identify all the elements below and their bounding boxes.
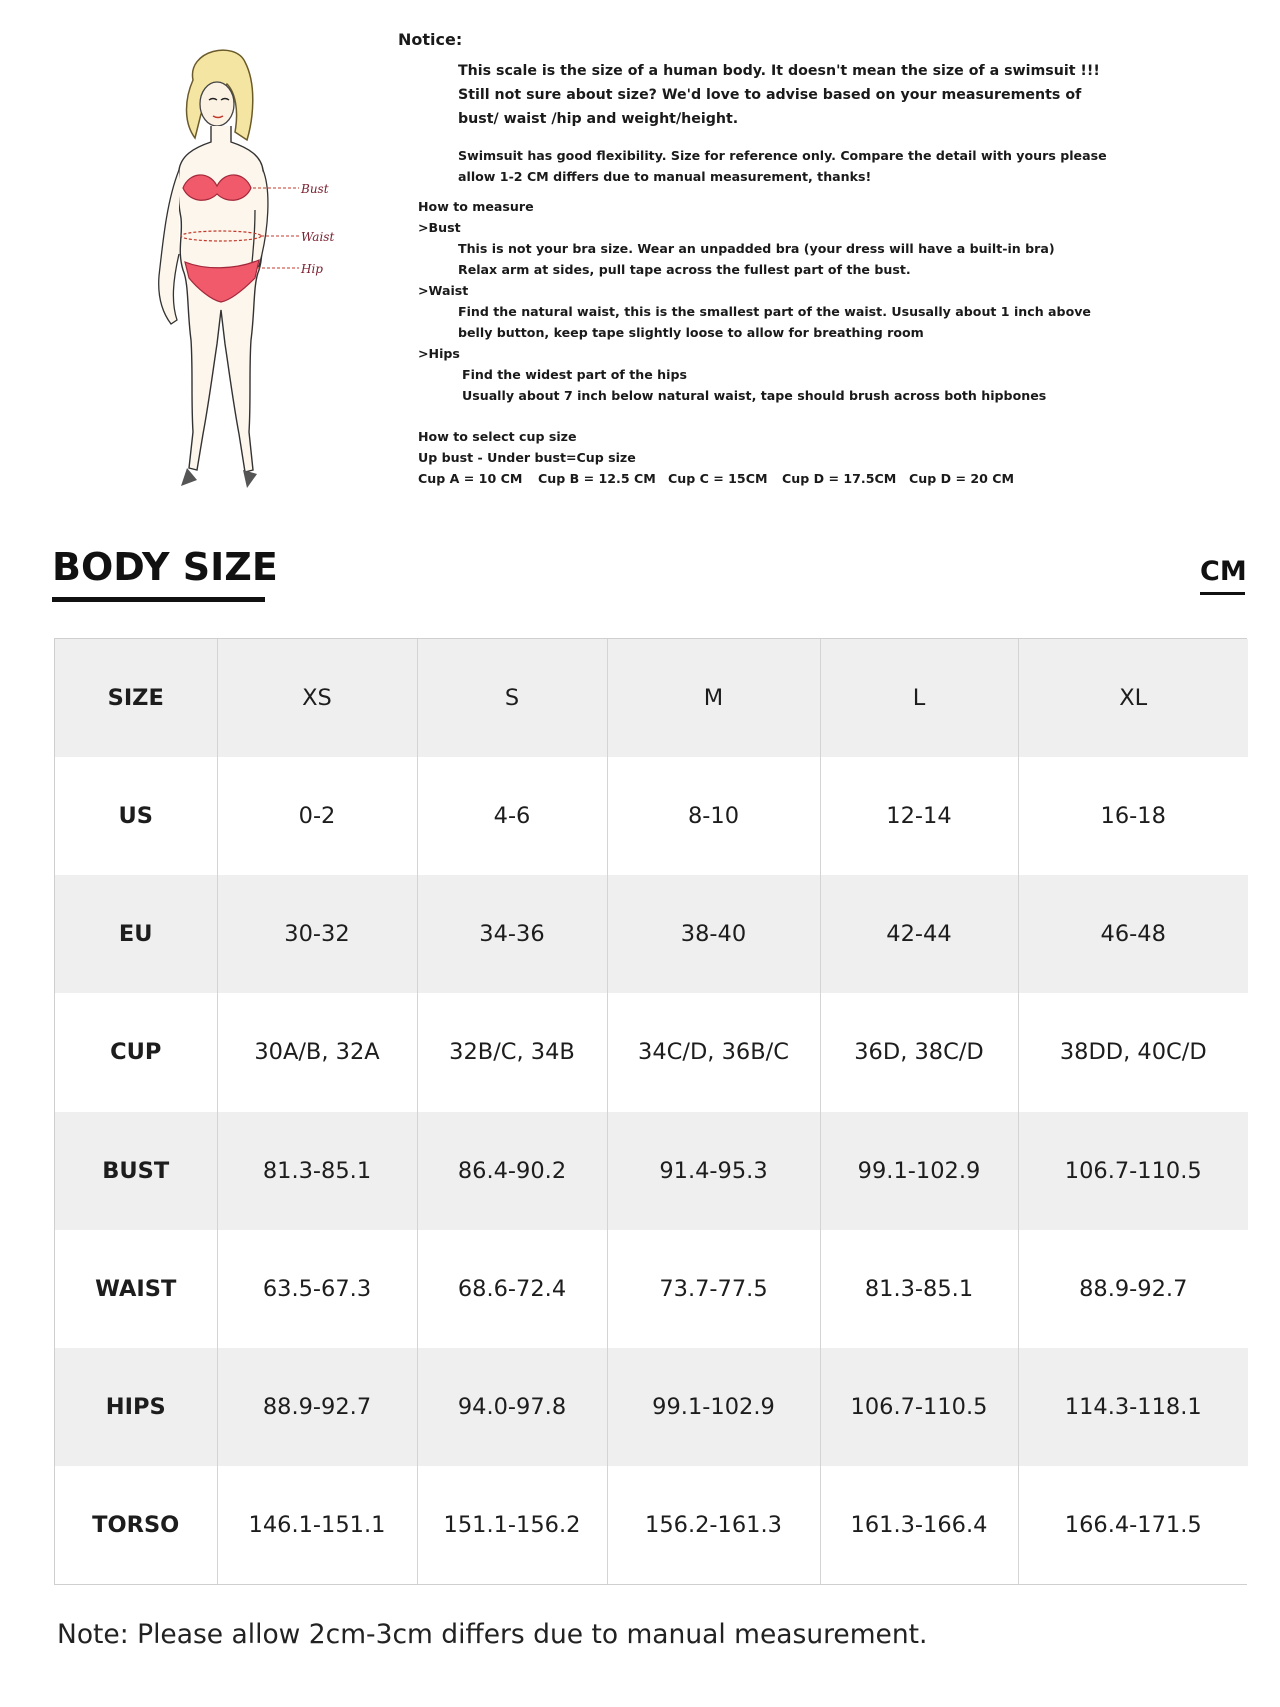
- table-cell: 46-48: [1018, 875, 1248, 993]
- cup-size-heading: How to select cup size: [418, 429, 577, 444]
- table-cell: 94.0-97.8: [417, 1348, 607, 1466]
- table-cell: 4-6: [417, 757, 607, 875]
- notice-title: Notice:: [398, 30, 463, 49]
- cup-size-formula: Up bust - Under bust=Cup size: [418, 450, 636, 465]
- cup-size-value: Cup C = 15CM: [668, 471, 768, 486]
- body-measurement-figure: [135, 40, 375, 490]
- table-cell: 36D, 38C/D: [820, 993, 1018, 1111]
- hips-heading: >Hips: [418, 346, 460, 361]
- how-to-measure-heading: How to measure: [418, 199, 534, 214]
- table-row: [55, 993, 1248, 1111]
- flexibility-line: Swimsuit has good flexibility. Size for reference only. Compare the detail with yours please: [458, 148, 1107, 163]
- notice-intro-line: This scale is the size of a human body. It doesn't mean the size of a swimsuit !!!: [458, 63, 1100, 79]
- row-label: EU: [55, 875, 217, 993]
- table-row: [55, 1230, 1248, 1348]
- hips-instruction-line: Find the widest part of the hips: [462, 367, 687, 382]
- table-header-cell: L: [820, 639, 1018, 757]
- table-cell: 151.1-156.2: [417, 1466, 607, 1584]
- measurement-note: Note: Please allow 2cm-3cm differs due to manual measurement.: [57, 1619, 928, 1650]
- row-label: HIPS: [55, 1348, 217, 1466]
- table-cell: 0-2: [217, 757, 417, 875]
- unit-underline: [1200, 592, 1245, 595]
- bust-instruction-line: This is not your bra size. Wear an unpadded bra (your dress will have a built-in bra): [458, 241, 1055, 256]
- table-header-cell: SIZE: [55, 639, 217, 757]
- table-row: [55, 757, 1248, 875]
- row-label: US: [55, 757, 217, 875]
- flexibility-line: allow 1-2 CM differs due to manual measurement, thanks!: [458, 169, 872, 184]
- hips-instruction-line: Usually about 7 inch below natural waist, tape should brush across both hipbones: [462, 388, 1047, 403]
- table-cell: 99.1-102.9: [820, 1112, 1018, 1230]
- table-cell: 146.1-151.1: [217, 1466, 417, 1584]
- table-cell: 30A/B, 32A: [217, 993, 417, 1111]
- size-chart-table: [54, 638, 1247, 1585]
- title-underline: [52, 597, 265, 602]
- table-cell: 16-18: [1018, 757, 1248, 875]
- table-cell: 156.2-161.3: [607, 1466, 820, 1584]
- row-label: BUST: [55, 1112, 217, 1230]
- table-cell: 81.3-85.1: [217, 1112, 417, 1230]
- table-cell: 106.7-110.5: [820, 1348, 1018, 1466]
- row-label: CUP: [55, 993, 217, 1111]
- waist-instruction-line: Find the natural waist, this is the smallest part of the waist. Ususally about 1 inch above: [458, 304, 1091, 319]
- table-row: [55, 875, 1248, 993]
- waist-heading: >Waist: [418, 283, 469, 298]
- table-cell: 38-40: [607, 875, 820, 993]
- table-cell: 63.5-67.3: [217, 1230, 417, 1348]
- notice-intro-line: bust/ waist /hip and weight/height.: [458, 111, 739, 127]
- table-cell: 114.3-118.1: [1018, 1348, 1248, 1466]
- table-header-cell: XL: [1018, 639, 1248, 757]
- bust-figure-label: Bust: [301, 182, 329, 196]
- table-cell: 68.6-72.4: [417, 1230, 607, 1348]
- table-header-cell: S: [417, 639, 607, 757]
- notice-intro-line: Still not sure about size? We'd love to advise based on your measurements of: [458, 87, 1082, 103]
- row-label: WAIST: [55, 1230, 217, 1348]
- table-header-cell: XS: [217, 639, 417, 757]
- table-cell: 34-36: [417, 875, 607, 993]
- bust-heading: >Bust: [418, 220, 461, 235]
- cup-size-value: Cup B = 12.5 CM: [538, 471, 656, 486]
- row-label: TORSO: [55, 1466, 217, 1584]
- cup-size-value: Cup D = 17.5CM: [782, 471, 897, 486]
- table-row: [55, 1348, 1248, 1466]
- table-cell: 34C/D, 36B/C: [607, 993, 820, 1111]
- table-row: [55, 1466, 1248, 1584]
- hip-figure-label: Hip: [301, 262, 323, 276]
- table-cell: 12-14: [820, 757, 1018, 875]
- table-row: [55, 1112, 1248, 1230]
- table-cell: 166.4-171.5: [1018, 1466, 1248, 1584]
- waist-figure-label: Waist: [301, 230, 335, 244]
- unit-label: CM: [1200, 556, 1247, 587]
- cup-size-value: Cup A = 10 CM: [418, 471, 523, 486]
- body-outline-illustration: [135, 40, 375, 490]
- table-cell: 32B/C, 34B: [417, 993, 607, 1111]
- table-cell: 99.1-102.9: [607, 1348, 820, 1466]
- table-cell: 106.7-110.5: [1018, 1112, 1248, 1230]
- table-cell: 161.3-166.4: [820, 1466, 1018, 1584]
- table-cell: 88.9-92.7: [1018, 1230, 1248, 1348]
- table-cell: 91.4-95.3: [607, 1112, 820, 1230]
- table-cell: 8-10: [607, 757, 820, 875]
- table-cell: 42-44: [820, 875, 1018, 993]
- table-header-cell: M: [607, 639, 820, 757]
- page-title: BODY SIZE: [52, 545, 278, 589]
- table-cell: 88.9-92.7: [217, 1348, 417, 1466]
- table-cell: 81.3-85.1: [820, 1230, 1018, 1348]
- table-cell: 73.7-77.5: [607, 1230, 820, 1348]
- table-header-row: [55, 639, 1248, 757]
- cup-size-value: Cup D = 20 CM: [909, 471, 1015, 486]
- table-cell: 38DD, 40C/D: [1018, 993, 1248, 1111]
- table-cell: 30-32: [217, 875, 417, 993]
- waist-instruction-line: belly button, keep tape slightly loose to allow for breathing room: [458, 325, 924, 340]
- table-cell: 86.4-90.2: [417, 1112, 607, 1230]
- bust-instruction-line: Relax arm at sides, pull tape across the fullest part of the bust.: [458, 262, 911, 277]
